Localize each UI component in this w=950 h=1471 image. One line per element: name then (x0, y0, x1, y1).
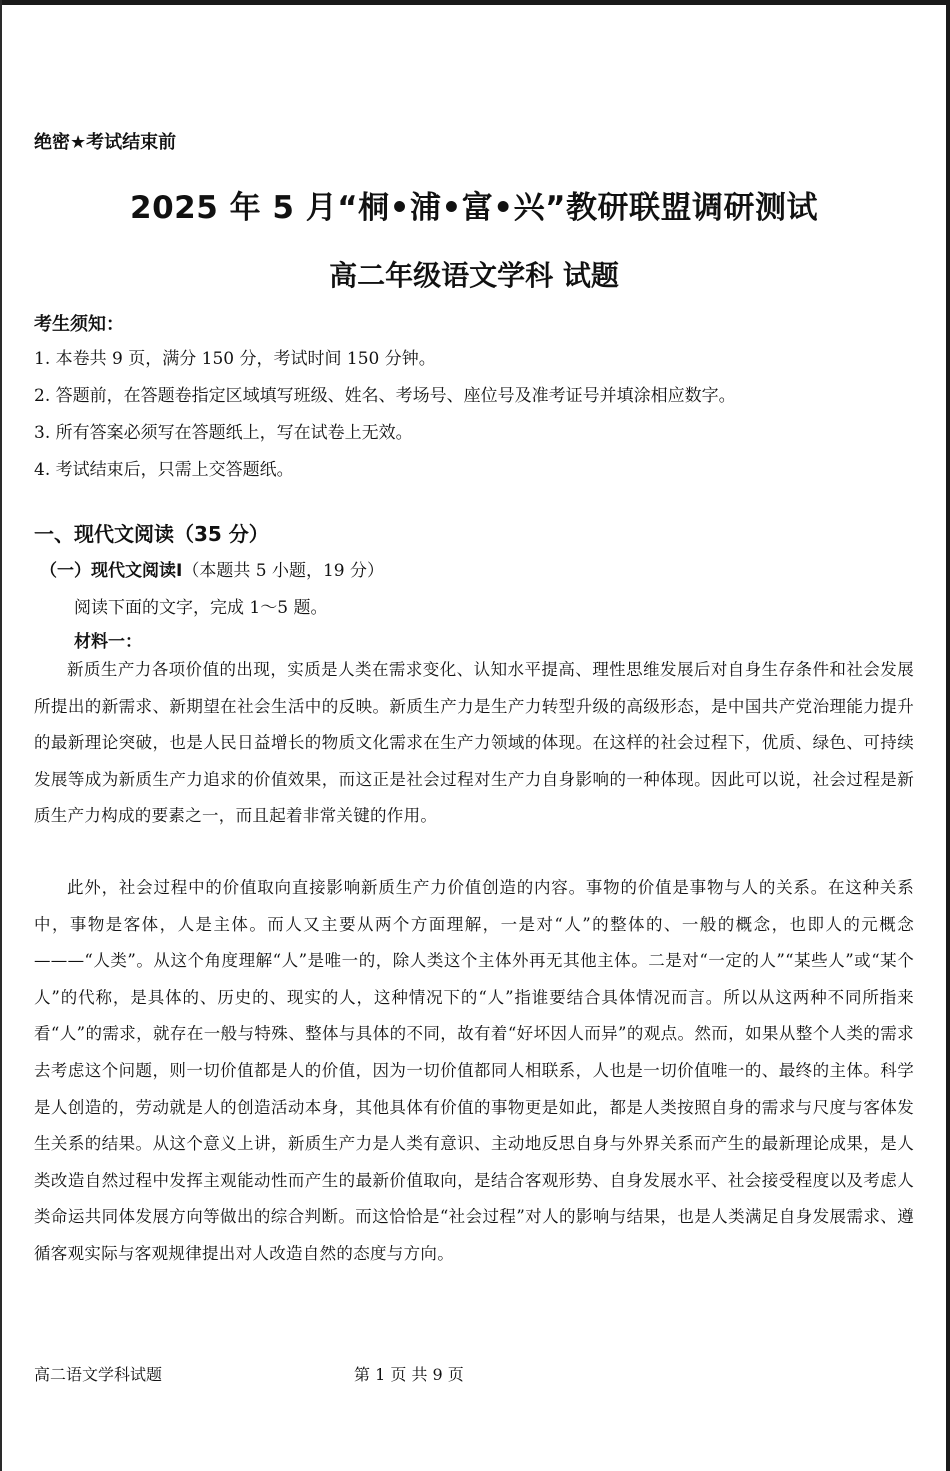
reading-instruction: 阅读下面的文字，完成 1～5 题。 (74, 598, 328, 618)
notice-item: 1. 本卷共 9 页，满分 150 分，考试时间 150 分钟。 (34, 349, 436, 369)
notice-item: 2. 答题前，在答题卷指定区域填写班级、姓名、考场号、座位号及准考证号并填涂相应数字。 (34, 386, 736, 406)
section-heading: 一、现代文阅读（35 分） (34, 522, 269, 546)
secret-mark: 绝密★考试结束前 (34, 132, 177, 153)
subsection-note: （本题共 5 小题，19 分） (182, 561, 384, 581)
body-paragraph: 此外，社会过程中的价值取向直接影响新质生产力价值创造的内容。事物的价值是事物与人的关系。在这种关系中，事物是客体，人是主体。而人又主要从两个方面理解，一是对“人”的整体的、一般的概念，也即人的元概念———“人类”。从这个角度理解“人”是唯一的，除人类这个主体外再无其他主体。二是对“一定的人”“某些人”或“某个人”的代称，是具体的、历史的、现实的人，这种情况下的“人”指谁要结合具体情况而言。所以从这两种不同所指来看“人”的需求，就存在一般与特殊、整体与具体的不同，故有着“好坏因人而异”的观点。然而，如果从整个人类的需求去考虑这个问题，则一切价值都是人的价值，因为一切价值都同人相联系，人也是一切价值唯一的、最终的主体。科学是人创造的，劳动就是人的创造活动本身，其他具体有价值的事物更是如此，都是人类按照自身的需求与尺度与客体发生关系的结果。从这个意义上讲，新质生产力是人类有意识、主动地反思自身与外界关系而产生的最新理论成果，是人类改造自然过程中发挥主观能动性而产生的最新价值取向，是结合客观形势、自身发展水平、社会接受程度以及考虑人类命运共同体发展方向等做出的综合判断。而这恰恰是“社会过程”对人的影响与结果，也是人类满足自身发展需求、遵循客观实际与客观规律提出对人改造自然的态度与方向。 (34, 878, 914, 1263)
material-label: 材料一： (74, 632, 142, 652)
notice-item: 3. 所有答案必须写在答题纸上，写在试卷上无效。 (34, 423, 413, 443)
scan-border-right (946, 0, 950, 1471)
scan-border-left (0, 0, 2, 1471)
footer-page-number: 第 1 页 共 9 页 (354, 1365, 464, 1384)
subsection-title: （一）现代文阅读Ⅰ (40, 561, 183, 581)
notice-heading: 考生须知： (34, 314, 124, 335)
footer-subject: 高二语文学科试题 (34, 1365, 163, 1384)
exam-subtitle: 高二年级语文学科 试题 (329, 259, 619, 292)
subsection-heading (40, 556, 384, 581)
exam-title: 2025 年 5 月“桐•浦•富•兴”教研联盟调研测试 (130, 190, 818, 226)
notice-list (34, 341, 914, 489)
notice-item: 4. 考试结束后，只需上交答题纸。 (34, 460, 294, 480)
body-paragraph: 新质生产力各项价值的出现，实质是人类在需求变化、认知水平提高、理性思维发展后对自身生存条件和社会发展所提出的新需求、新期望在社会生活中的反映。新质生产力是生产力转型升级的高级形态，是中国共产党治理能力提升的最新理论突破，也是人民日益增长的物质文化需求在生产力领域的体现。在这样的社会过程下，优质、绿色、可持续发展等成为新质生产力追求的价值效果，而这正是社会过程对生产力自身影响的一种体现。因此可以说，社会过程是新质生产力构成的要素之一，而且起着非常关键的作用。 (34, 660, 914, 826)
scan-border-top (0, 0, 950, 5)
